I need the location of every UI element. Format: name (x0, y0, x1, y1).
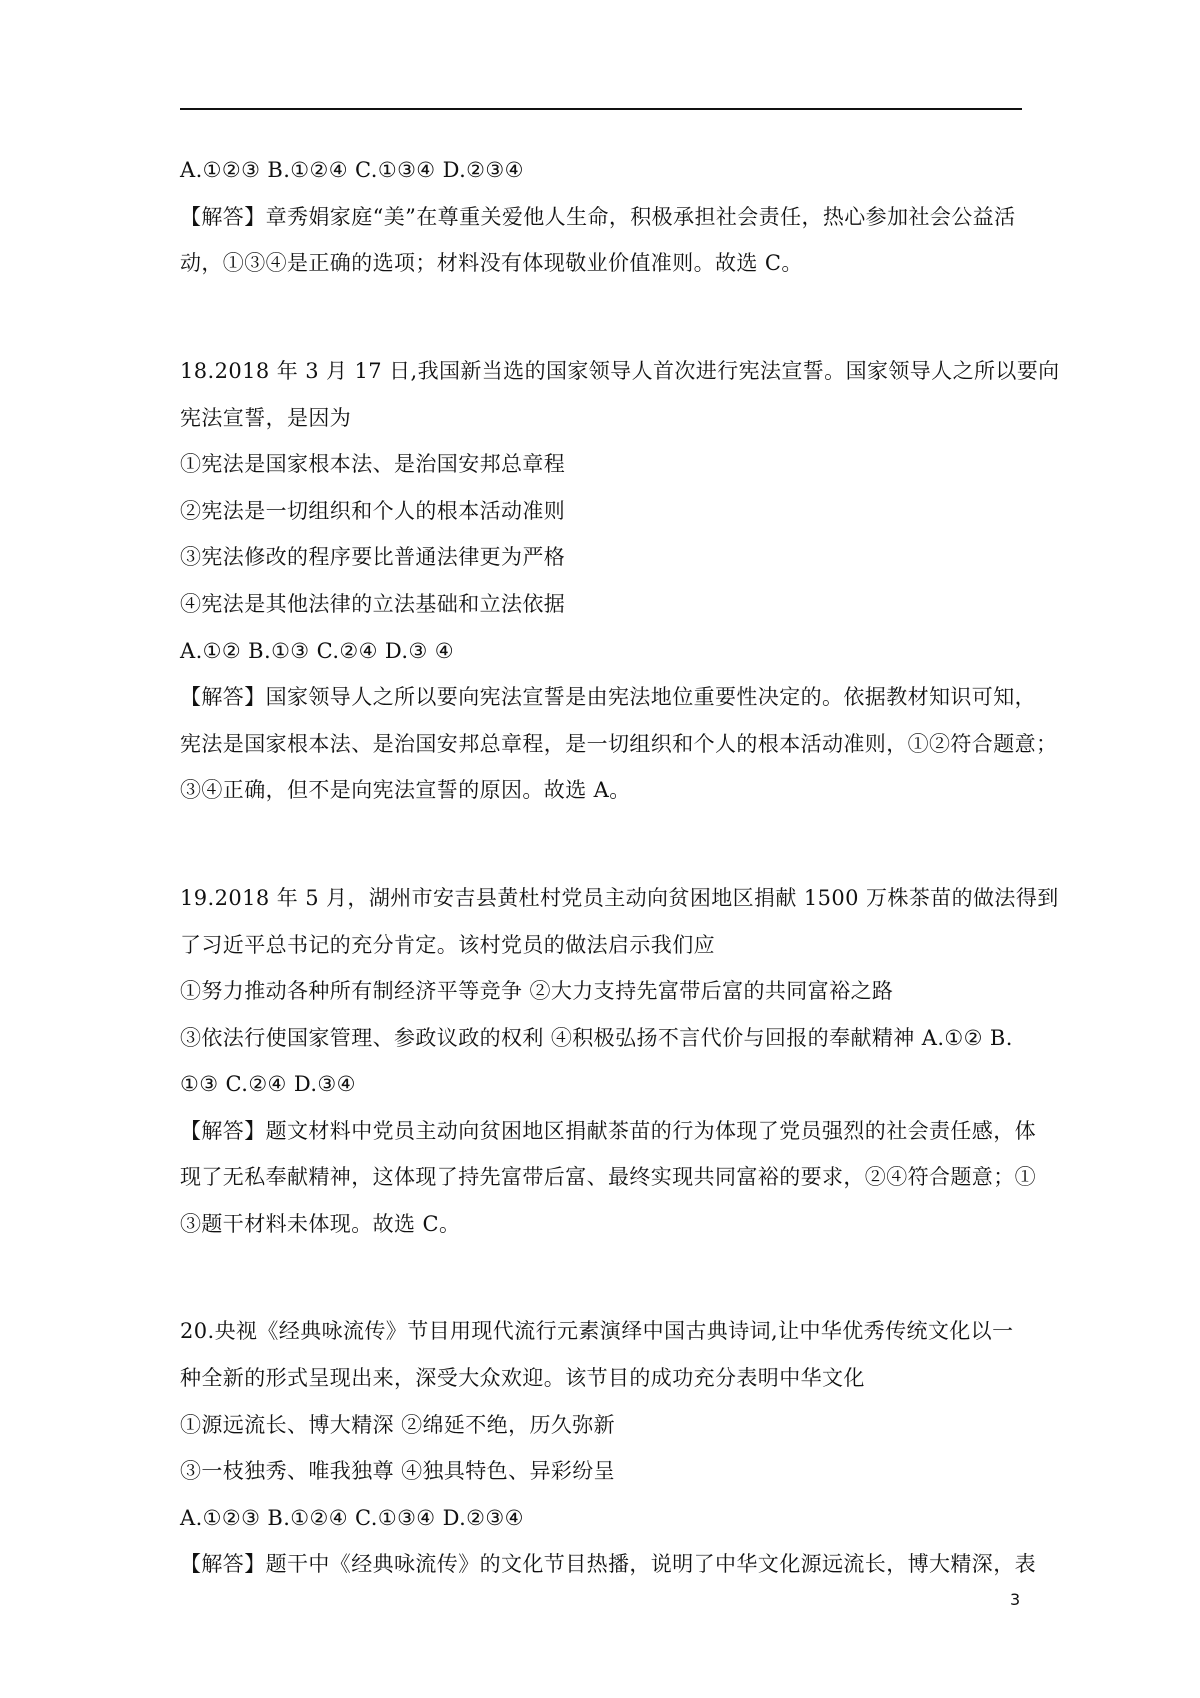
q19-item: ③依法行使国家管理、参政议政的权利 ④积极弘扬不言代价与回报的奉献精神 A.①② B. (180, 1026, 1013, 1050)
q20-item: ①源远流长、博大精深 ②绵延不绝，历久弥新 (180, 1413, 616, 1437)
q17-answer-line: 【解答】章秀娟家庭“美”在尊重关爱他人生命，积极承担社会责任，热心参加社会公益活 (180, 205, 1016, 229)
q20-item: ③一枝独秀、唯我独尊 ④独具特色、异彩纷呈 (180, 1459, 616, 1483)
q18-answer-line: 【解答】国家领导人之所以要向宪法宣誓是由宪法地位重要性决定的。依据教材知识可知， (180, 685, 1036, 709)
q18-stem-line: 宪法宣誓，是因为 (180, 406, 352, 430)
q18-item: ②宪法是一切组织和个人的根本活动准则 (180, 499, 566, 523)
q18-item: ③宪法修改的程序要比普通法律更为严格 (180, 545, 566, 569)
q20-stem-line: 种全新的形式呈现出来，深受大众欢迎。该节目的成功充分表明中华文化 (180, 1366, 865, 1390)
q17-answer-line: 动，①③④是正确的选项；材料没有体现敬业价值准则。故选 C。 (180, 251, 803, 275)
q19-item: ①努力推动各种所有制经济平等竞争 ②大力支持先富带后富的共同富裕之路 (180, 979, 894, 1003)
q19-answer-line: 【解答】题文材料中党员主动向贫困地区捐献茶苗的行为体现了党员强烈的社会责任感，体 (180, 1119, 1036, 1143)
q20-answer-line: 【解答】题干中《经典咏流传》的文化节目热播，说明了中华文化源远流长，博大精深，表 (180, 1552, 1036, 1576)
q18-answer-line: ③④正确，但不是向宪法宣誓的原因。故选 A。 (180, 778, 631, 802)
q19-answer-line: 现了无私奉献精神，这体现了持先富带后富、最终实现共同富裕的要求，②④符合题意；① (180, 1165, 1036, 1189)
q19-options: ①③ C.②④ D.③④ (180, 1072, 356, 1096)
q18-item: ①宪法是国家根本法、是治国安邦总章程 (180, 452, 566, 476)
q18-item: ④宪法是其他法律的立法基础和立法依据 (180, 592, 566, 616)
q19-stem-line: 19.2018 年 5 月，湖州市安吉县黄杜村党员主动向贫困地区捐献 1500 万株茶苗的做法得到 (180, 886, 1059, 910)
q19-answer-line: ③题干材料未体现。故选 C。 (180, 1212, 461, 1236)
q20-options: A.①②③ B.①②④ C.①③④ D.②③④ (180, 1506, 524, 1530)
header-rule (180, 108, 1022, 110)
q18-stem-line: 18.2018 年 3 月 17 日,我国新当选的国家领导人首次进行宪法宣誓。国家领导人之所以要向 (180, 359, 1060, 383)
q17-options: A.①②③ B.①②④ C.①③④ D.②③④ (180, 158, 524, 182)
q20-stem-line: 20.央视《经典咏流传》节目用现代流行元素演绎中国古典诗词,让中华优秀传统文化以一 (180, 1319, 1014, 1343)
q18-options: A.①② B.①③ C.②④ D.③ ④ (180, 639, 455, 663)
page-number: 3 (1010, 1590, 1021, 1609)
q19-stem-line: 了习近平总书记的充分肯定。该村党员的做法启示我们应 (180, 933, 715, 957)
q18-answer-line: 宪法是国家根本法、是治国安邦总章程，是一切组织和个人的根本活动准则，①②符合题意； (180, 732, 1058, 756)
